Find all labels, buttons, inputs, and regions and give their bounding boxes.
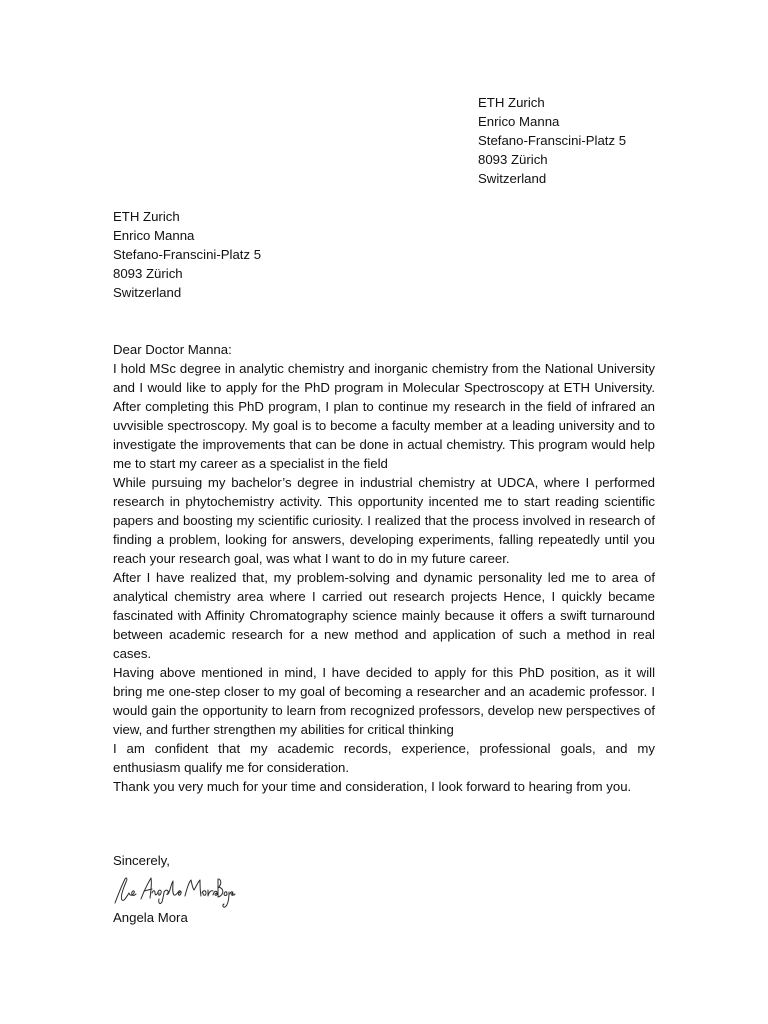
sender-address-line: 8093 Zürich <box>478 152 548 167</box>
recipient-address-line: ETH Zurich <box>113 209 180 224</box>
sender-address-line: ETH Zurich <box>478 95 545 110</box>
letter-paragraph: Having above mentioned in mind, I have decided to apply for this PhD position, as it will bring me one-step closer to my goal of becoming a researcher and an academic professor. I would gain the opportunity to learn from recognized professors, develop new perspectives of view, and further strengthen my abilities for critical thinking <box>113 665 655 737</box>
sender-address <box>478 93 626 188</box>
handwritten-signature <box>111 869 236 911</box>
recipient-address-line: Enrico Manna <box>113 228 195 243</box>
salutation: Dear Doctor Manna: <box>113 342 232 357</box>
recipient-address-line: Stefano-Franscini-Platz 5 <box>113 247 262 262</box>
sender-address-line: Switzerland <box>478 171 547 186</box>
letter-paragraph: After I have realized that, my problem-solving and dynamic personality led me to area of analytical chemistry area where I carried out research projects Hence, I quickly became fascinated with Affinity Chromatography science mainly because it offers a swift turnaround between academic research for a new method and application of such a method in real cases. <box>113 570 655 661</box>
letter-paragraph: While pursuing my bachelor’s degree in industrial chemistry at UDCA, where I performed research in phytochemistry activity. This opportunity incented me to start reading scientific papers and boosting my scientific curiosity. I realized that the process involved in research of finding a problem, looking for answers, developing experiments, falling repeatedly until you reach your research goal, was what I want to do in my future career. <box>113 475 655 566</box>
letter-paragraph: I am confident that my academic records, experience, professional goals, and my enthusiasm qualify me for consideration. <box>113 741 655 775</box>
recipient-address-line: Switzerland <box>113 285 182 300</box>
sender-address-line: Enrico Manna <box>478 114 560 129</box>
letter-body <box>113 340 655 796</box>
signer-name: Angela Mora <box>113 910 188 925</box>
sender-address-line: Stefano-Franscini-Platz 5 <box>478 133 627 148</box>
recipient-address <box>113 207 261 302</box>
letter-paragraph: Thank you very much for your time and consideration, I look forward to hearing from you. <box>113 779 632 794</box>
recipient-address-line: 8093 Zürich <box>113 266 183 281</box>
closing: Sincerely, <box>113 853 170 868</box>
letter-paragraph: I hold MSc degree in analytic chemistry and inorganic chemistry from the National University and I would like to apply for the PhD program in Molecular Spectroscopy at ETH University. After completing this PhD program, I plan to continue my research in the field of infrared an uvvisible spectroscopy. My goal is to become a faculty member at a leading university and to investigate the improvements that can be done in actual chemistry. This program would help me to start my career as a specialist in the field <box>113 361 655 471</box>
